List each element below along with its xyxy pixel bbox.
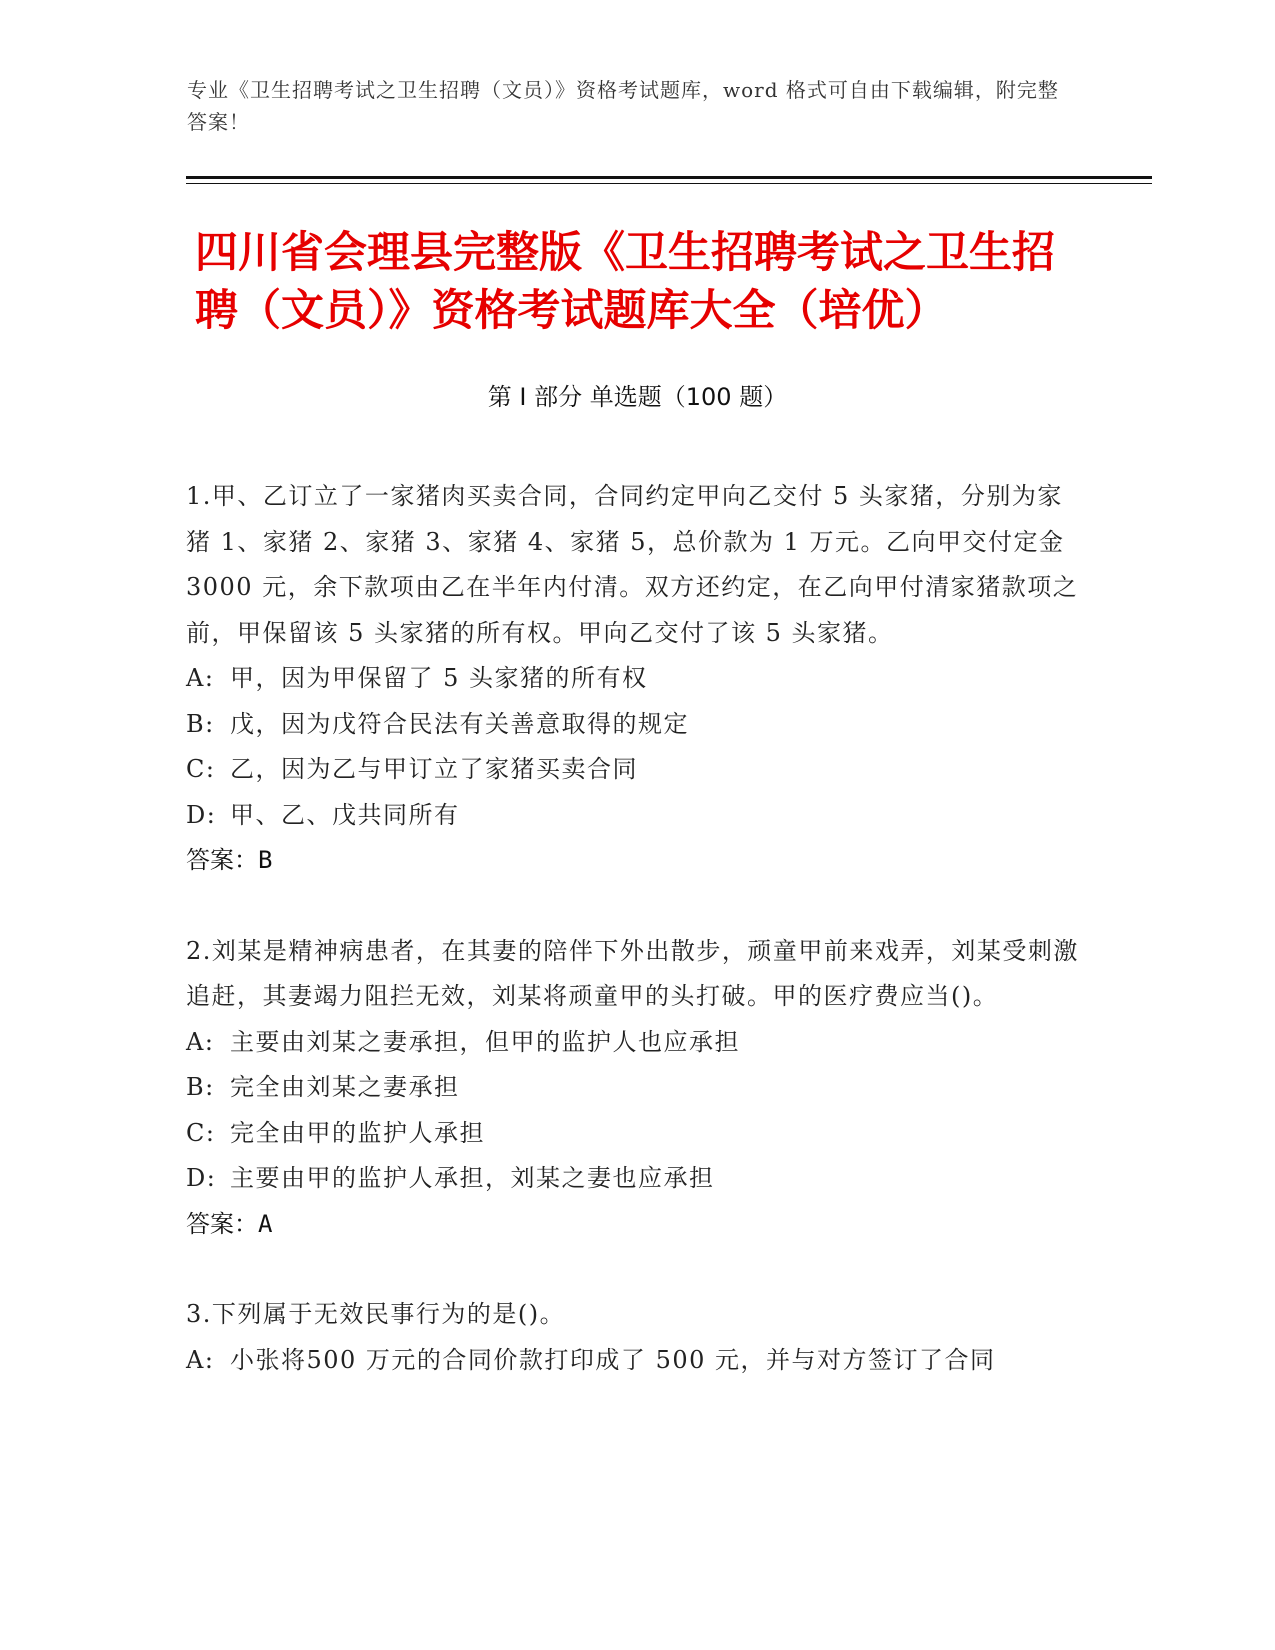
option-text: 乙，因为乙与甲订立了家猪买卖合同 <box>230 755 638 783</box>
option-text: 主要由甲的监护人承担，刘某之妻也应承担 <box>230 1164 715 1192</box>
question-2 <box>186 929 1086 1248</box>
option-a <box>186 1020 1086 1066</box>
option-letter: D: <box>186 1164 217 1192</box>
answer-label: 答案： <box>186 846 258 874</box>
header-divider-thin <box>186 183 1152 184</box>
question-3 <box>186 1292 1086 1383</box>
option-text: 甲，因为甲保留了 5 头家猪的所有权 <box>230 664 648 692</box>
answer-value: B <box>258 846 273 874</box>
answer-value: A <box>258 1209 273 1238</box>
option-letter: A: <box>186 1345 215 1374</box>
option-d <box>186 1156 1086 1202</box>
option-letter: C: <box>186 755 216 783</box>
question-list <box>186 474 1086 1428</box>
question-stem: 2.刘某是精神病患者，在其妻的陪伴下外出散步，顽童甲前来戏弄，刘某受刺激追赶，其妻竭力阻拦无效，刘某将顽童甲的头打破。甲的医疗费应当()。 <box>186 936 1079 1010</box>
header-divider-thick <box>186 176 1152 179</box>
section-heading: 第 I 部分 单选题（100 题） <box>487 383 788 411</box>
option-text: 甲、乙、戊共同所有 <box>230 800 460 829</box>
document-title: 四川省会理县完整版《卫生招聘考试之卫生招聘（文员）》资格考试题库大全（培优） <box>195 228 1055 336</box>
option-letter: A: <box>186 1027 215 1056</box>
answer-label: 答案： <box>186 1209 258 1238</box>
option-b <box>186 702 1086 748</box>
option-letter: D: <box>186 800 217 829</box>
answer-line <box>186 838 1086 884</box>
question-1 <box>186 474 1086 884</box>
option-d <box>186 793 1086 839</box>
option-c <box>186 1111 1086 1157</box>
answer-line <box>186 1202 1086 1248</box>
question-stem: 1.甲、乙订立了一家猪肉买卖合同，合同约定甲向乙交付 5 头家猪，分别为家猪 1、家猪 2、家猪 3、家猪 4、家猪 5，总价款为 1 万元。乙向甲交付定金 3000 元，余下款项由乙在半年内付清。双方还约定，在乙向甲付清家猪款项之前，甲保留该 5 头家猪的所有权。甲向乙交付了该 5 头家猪。 <box>186 482 1079 647</box>
option-letter: A: <box>186 664 215 692</box>
option-text: 完全由甲的监护人承担 <box>230 1118 485 1147</box>
option-c <box>186 747 1086 793</box>
question-stem: 3.下列属于无效民事行为的是()。 <box>186 1300 566 1328</box>
option-text: 戊，因为戊符合民法有关善意取得的规定 <box>230 709 689 738</box>
option-a <box>186 656 1086 702</box>
header-note: 专业《卫生招聘考试之卫生招聘（文员）》资格考试题库，word 格式可自由下载编辑，附完整答案！ <box>187 78 1059 134</box>
option-letter: C: <box>186 1118 216 1147</box>
option-b <box>186 1065 1086 1111</box>
option-text: 小张将500 万元的合同价款打印成了 500 元，并与对方签订了合同 <box>230 1345 996 1374</box>
option-letter: B: <box>186 1073 215 1101</box>
option-a <box>186 1338 1086 1384</box>
option-letter: B: <box>186 709 215 738</box>
option-text: 完全由刘某之妻承担 <box>230 1073 460 1101</box>
option-text: 主要由刘某之妻承担，但甲的监护人也应承担 <box>230 1027 740 1056</box>
